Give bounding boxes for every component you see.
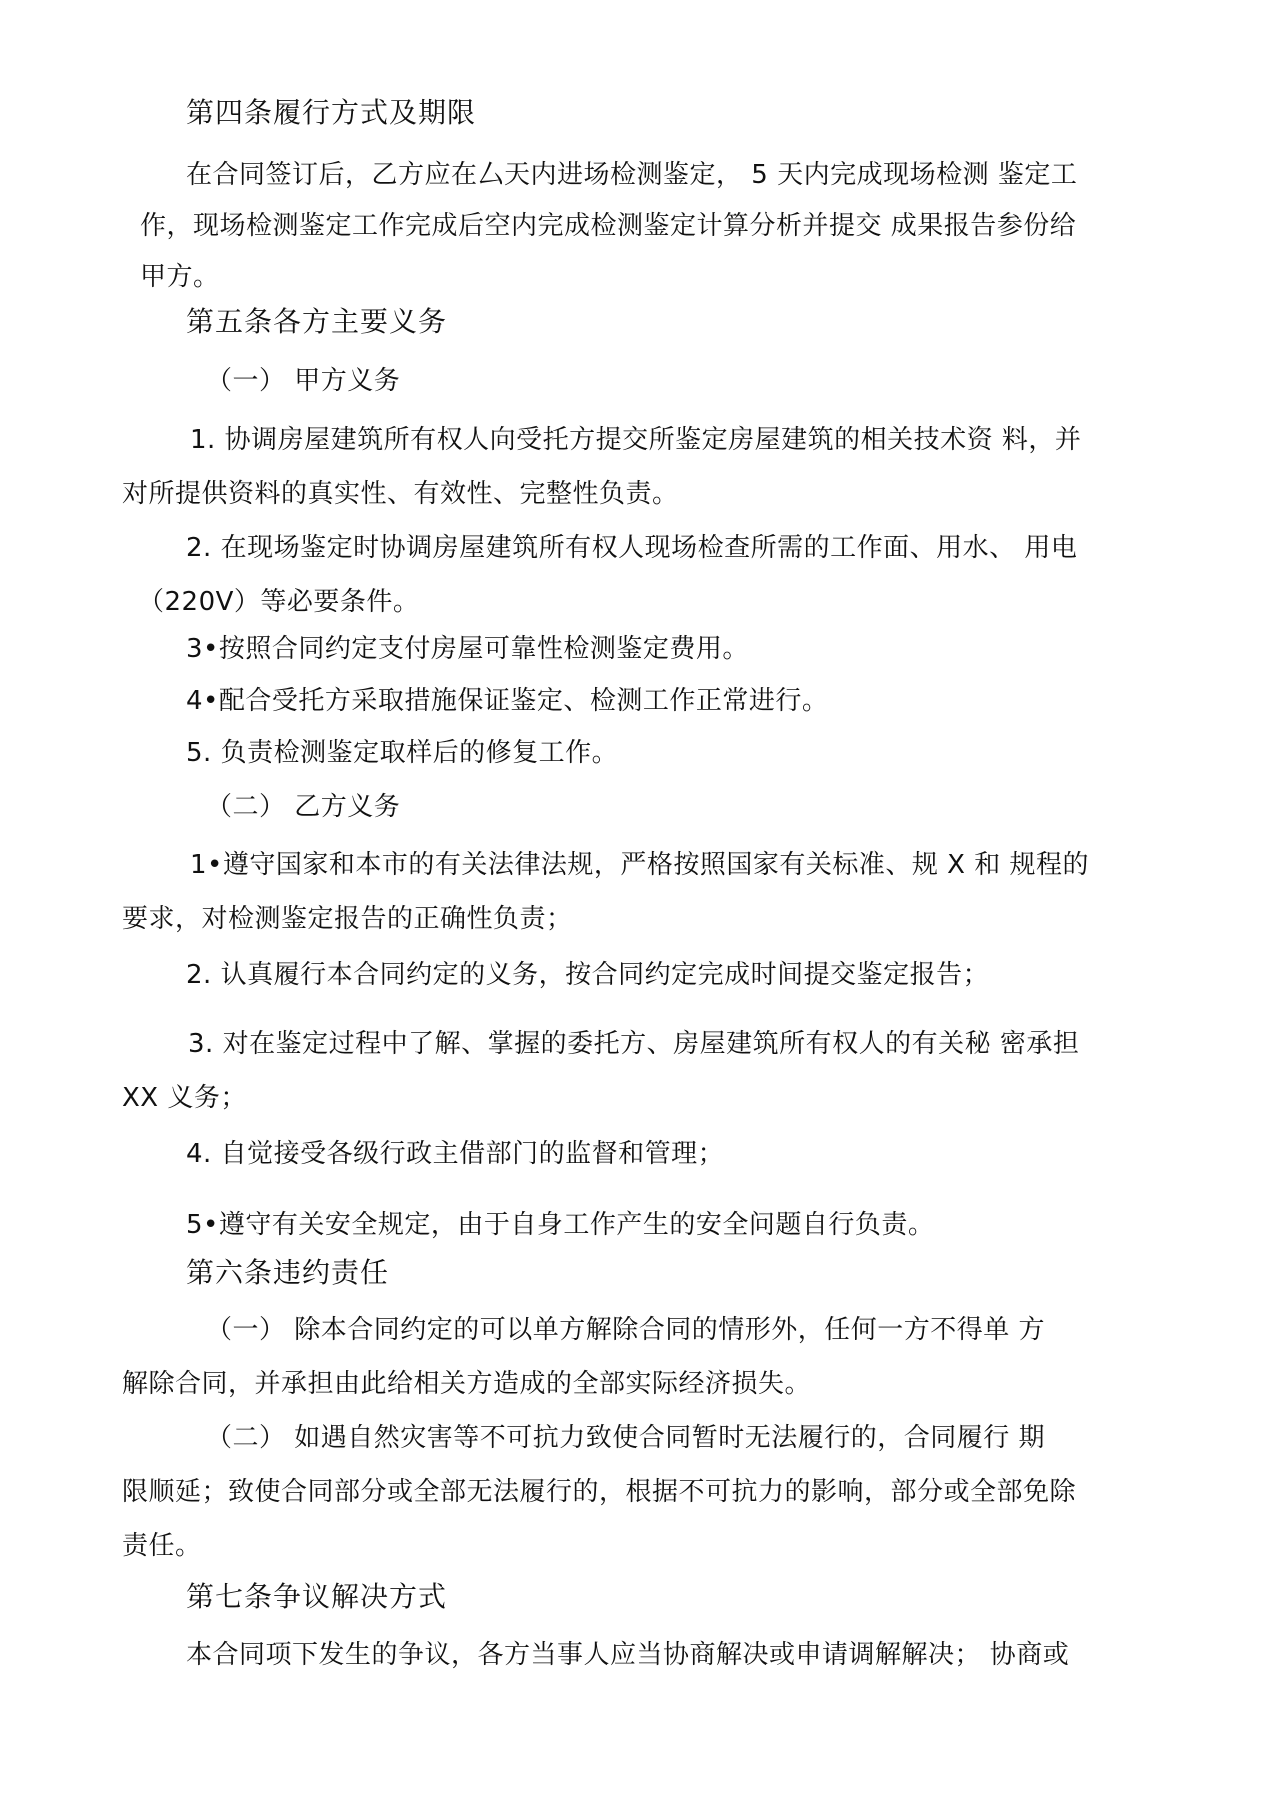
article-5-heading: 第五条各方主要义务: [186, 305, 448, 338]
article-7-text-line-1: 本合同项下发生的争议，各方当事人应当协商解决或申请调解解决； 协商或: [186, 1640, 1070, 1670]
article-4-heading: 第四条履行方式及期限: [186, 96, 477, 129]
article-4-text-line-2: 作，现场检测鉴定工作完成后空内完成检测鉴定计算分析并提交 成果报告参份给: [140, 211, 1077, 241]
article-6-clause-2-line-1: （二） 如遇自然灾害等不可抗力致使合同暂时无法履行的，合同履行 期: [206, 1423, 1046, 1453]
article-6-clause-2-line-2: 限顺延；致使合同部分或全部无法履行的，根据不可抗力的影响，部分或全部免除: [122, 1477, 1077, 1507]
party-a-item-5: 5. 负责检测鉴定取样后的修复工作。: [186, 738, 619, 768]
party-b-item-1-line-2: 要求，对检测鉴定报告的正确性负责；: [122, 904, 573, 934]
party-b-item-2: 2. 认真履行本合同约定的义务，按合同约定完成时间提交鉴定报告；: [186, 960, 990, 990]
party-b-item-3-line-1: 3. 对在鉴定过程中了解、掌握的委托方、房屋建筑所有权人的有关秘 密承担: [188, 1029, 1080, 1059]
article-6-clause-1-line-1: （一） 除本合同约定的可以单方解除合同的情形外，任何一方不得单 方: [206, 1315, 1046, 1345]
party-b-item-3-line-2: XX 义务；: [122, 1083, 247, 1113]
party-b-item-1-line-1: 1•遵守国家和本市的有关法律法规，严格按照国家有关标准、规 X 和 规程的: [190, 850, 1089, 880]
party-a-obligations-heading: （一） 甲方义务: [206, 366, 401, 396]
party-a-item-1-line-1: 1. 协调房屋建筑所有权人向受托方提交所鉴定房屋建筑的相关技术资 料，并: [190, 425, 1082, 455]
party-a-item-4: 4•配合受托方采取措施保证鉴定、检测工作正常进行。: [186, 686, 829, 716]
party-b-item-4: 4. 自觉接受各级行政主借部门的监督和管理；: [186, 1139, 725, 1169]
article-6-clause-2-line-3: 责任。: [122, 1531, 202, 1561]
article-4-text-line-1: 在合同签订后，乙方应在厶天内进场检测鉴定， 5 天内完成现场检测 鉴定工: [186, 160, 1078, 190]
party-b-item-5: 5•遵守有关安全规定，由于自身工作产生的安全问题自行负责。: [186, 1210, 935, 1240]
party-a-item-1-line-2: 对所提供资料的真实性、有效性、完整性负责。: [122, 479, 679, 509]
article-6-clause-1-line-2: 解除合同，并承担由此给相关方造成的全部实际经济损失。: [122, 1369, 812, 1399]
party-b-obligations-heading: （二） 乙方义务: [206, 792, 401, 822]
article-7-heading: 第七条争议解决方式: [186, 1580, 448, 1613]
party-a-item-2-line-1: 2. 在现场鉴定时协调房屋建筑所有权人现场检查所需的工作面、用水、 用电: [186, 533, 1078, 563]
party-a-item-2-line-2: （220V）等必要条件。: [138, 587, 420, 617]
article-6-heading: 第六条违约责任: [186, 1256, 390, 1289]
party-a-item-3: 3•按照合同约定支付房屋可靠性检测鉴定费用。: [186, 634, 749, 664]
article-4-text-line-3: 甲方。: [140, 262, 220, 292]
